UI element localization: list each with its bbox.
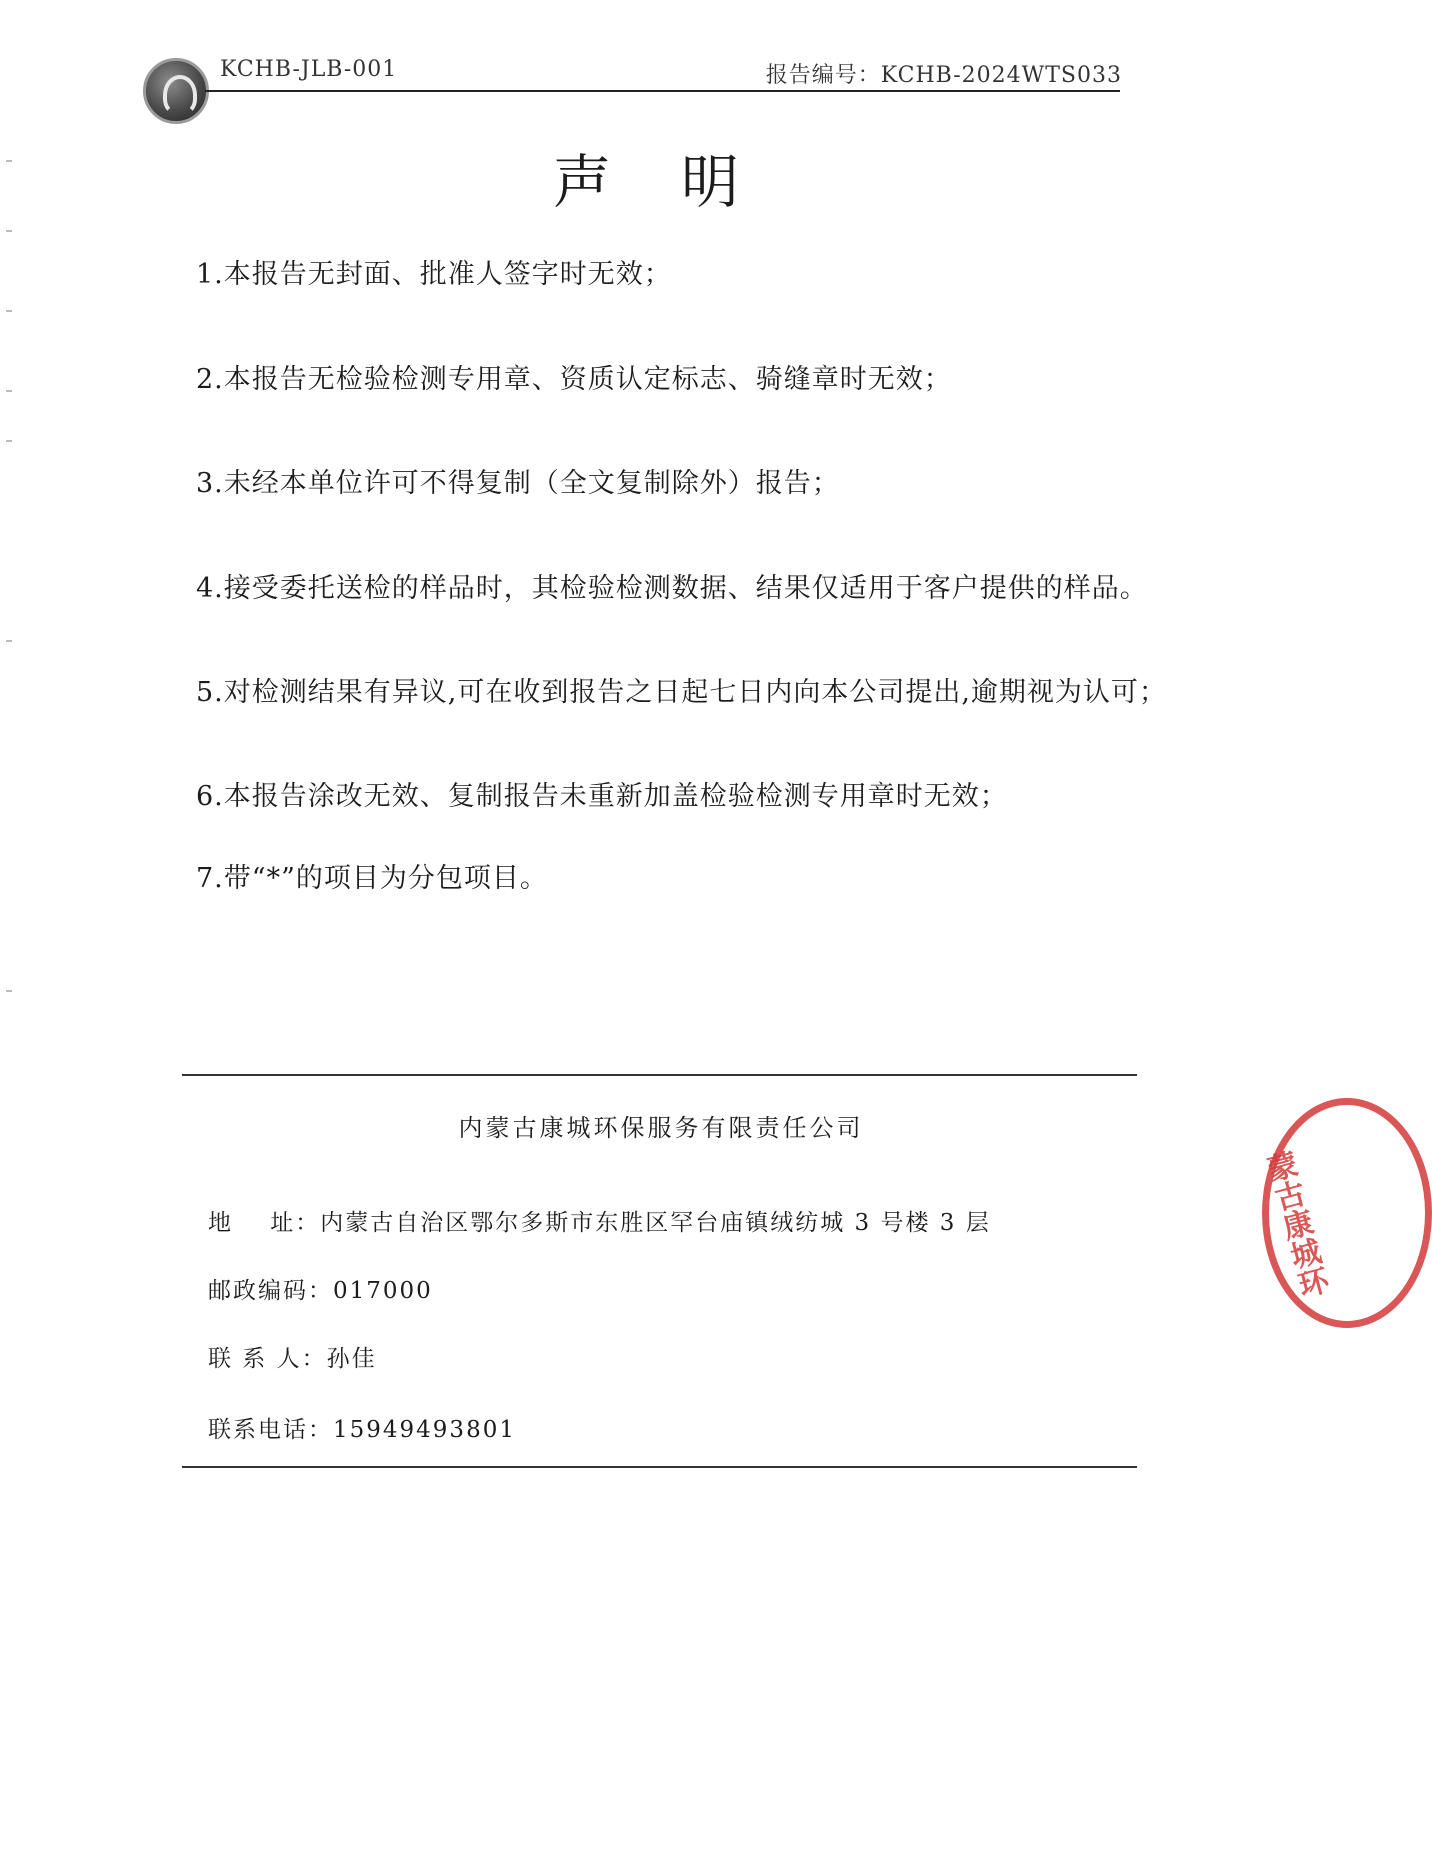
scan-mark xyxy=(6,160,12,162)
company-name: 内蒙古康城环保服务有限责任公司 xyxy=(458,1114,864,1142)
company-postcode: 邮政编码：017000 xyxy=(208,1278,433,1304)
statement-4: 4.接受委托送检的样品时，其检验检测数据、结果仅适用于客户提供的样品。 xyxy=(196,573,1148,604)
statement-7: 7.带“*”的项目为分包项目。 xyxy=(196,863,548,894)
scan-mark xyxy=(6,230,12,232)
form-code: KCHB-JLB-001 xyxy=(220,57,398,82)
footer-bottom-rule xyxy=(182,1466,1137,1468)
company-contact-person: 联 系 人：孙佳 xyxy=(208,1346,377,1372)
statement-5: 5.对检测结果有异议,可在收到报告之日起七日内向本公司提出,逾期视为认可； xyxy=(196,677,1167,708)
scan-mark xyxy=(6,990,12,992)
company-address: 地 址：内蒙古自治区鄂尔多斯市东胜区罕台庙镇绒纺城 3 号楼 3 层 xyxy=(208,1210,991,1236)
statement-1: 1.本报告无封面、批准人签字时无效； xyxy=(196,259,672,290)
seal-text: 蒙古康城环 xyxy=(1258,1147,1331,1302)
statement-6: 6.本报告涂改无效、复制报告未重新加盖检验检测专用章时无效； xyxy=(196,781,1008,812)
header-rule xyxy=(205,90,1120,92)
scan-mark xyxy=(6,440,12,442)
scan-mark xyxy=(6,640,12,642)
statement-3: 3.未经本单位许可不得复制（全文复制除外）报告； xyxy=(196,468,840,499)
footer-top-rule xyxy=(182,1074,1137,1076)
report-number: 报告编号：KCHB-2024WTS033 xyxy=(765,63,1122,88)
company-logo-icon xyxy=(143,58,209,124)
company-phone: 联系电话：15949493801 xyxy=(208,1417,516,1443)
page-title: 声明 xyxy=(552,148,809,216)
scan-mark xyxy=(6,390,12,392)
scan-mark xyxy=(6,310,12,312)
statement-2: 2.本报告无检验检测专用章、资质认定标志、骑缝章时无效； xyxy=(196,364,952,395)
